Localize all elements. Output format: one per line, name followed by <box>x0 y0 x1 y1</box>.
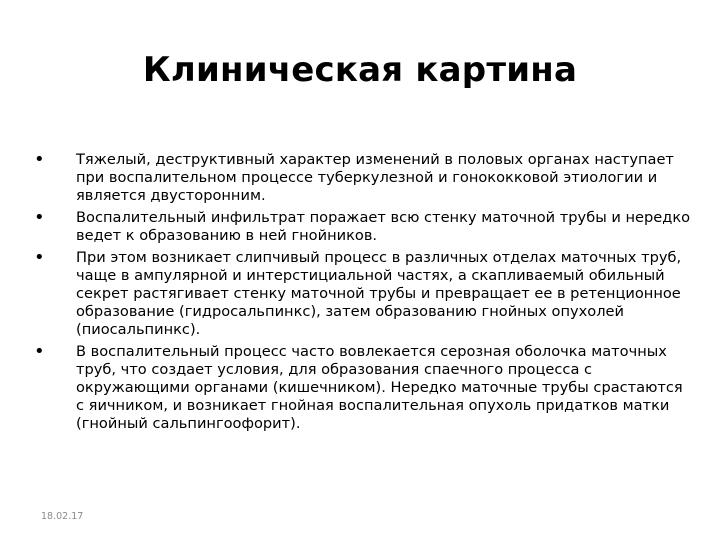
bullet-text: При этом возникает слипчивый процесс в различных отделах маточных труб, чаще в ампулярной и интерстициальной частях, а скапливаемый обильный секрет растягивает стенку маточной трубы и превращает ее в ретенционное образование (гидросальпинкс), затем образованию гнойных опухолей (пиосальпинкс). <box>76 249 682 338</box>
bullet-marker: • <box>34 247 45 268</box>
footer-date: 18.02.17 <box>41 511 84 522</box>
slide-title: Клиническая картина <box>142 50 578 90</box>
bullet-text: Воспалительный инфильтрат поражает всю стенку маточной трубы и нередко ведет к образованию в ней гнойников. <box>76 209 691 244</box>
bullet-item <box>34 249 694 339</box>
bullet-item <box>34 209 694 245</box>
bullet-item <box>34 343 694 433</box>
bullet-text: Тяжелый, деструктивный характер изменений в половых органах наступает при воспалительном процессе туберкулезной и гонококковой этиологии и является двусторонним. <box>76 151 674 204</box>
bullet-marker: • <box>34 341 45 362</box>
bullet-marker: • <box>34 207 45 228</box>
bullet-marker: • <box>34 149 45 170</box>
bullet-text: В воспалительный процесс часто вовлекается серозная оболочка маточных труб, что создает условия, для образования спаечного процесса с окружающими органами (кишечником). Нередко маточные трубы срастаются с яичником, и возникает гнойная воспалительная опухоль придатков матки (гнойный сальпингоофорит). <box>76 343 683 432</box>
bullet-item <box>34 151 694 205</box>
bullet-list <box>34 151 694 437</box>
